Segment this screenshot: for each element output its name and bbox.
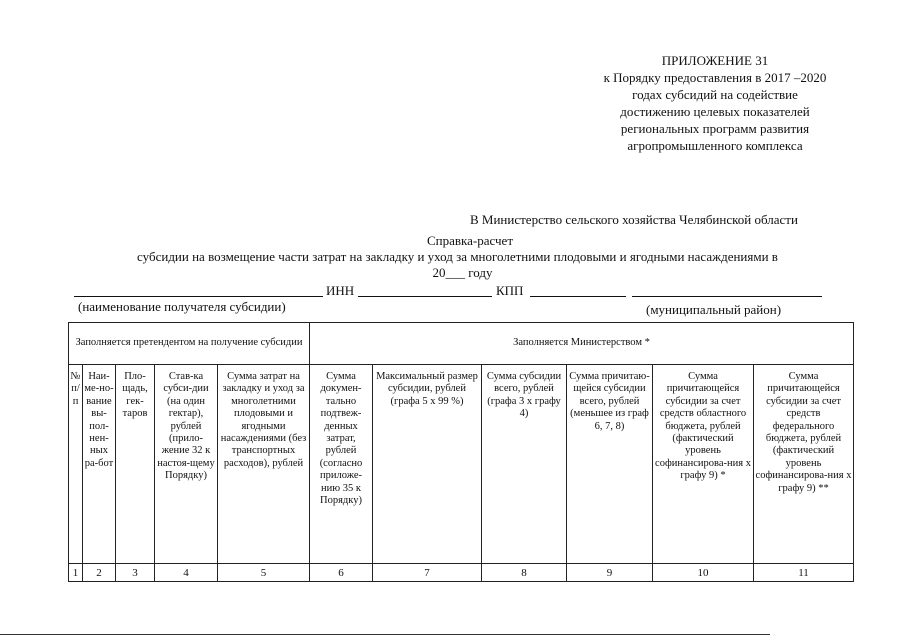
calculation-table bbox=[68, 322, 854, 582]
column-header: Максимальный размер субсидии, рублей (графа 5 х 99 %) bbox=[373, 365, 482, 564]
document-title bbox=[0, 233, 905, 281]
column-header: Сумма затрат на закладку и уход за многолетними плодовыми и ягодными насаждениями (без транспортных расходов), рублей bbox=[218, 365, 310, 564]
column-header: Пло-щадь, гек-таров bbox=[116, 365, 155, 564]
column-number: 1 bbox=[69, 564, 83, 582]
annex-line: агропромышленного комплекса bbox=[627, 138, 803, 153]
kpp-label: КПП bbox=[496, 283, 524, 298]
addressee: В Министерство сельского хозяйства Челябинской области bbox=[470, 212, 798, 227]
annex-line: достижению целевых показателей bbox=[620, 104, 810, 119]
recipient-name-field[interactable] bbox=[74, 296, 323, 297]
column-header: Сумма причитающейся субсидии за счет средств областного бюджета, рублей (фактический уровень софинансирова-ния х графу 9) * bbox=[653, 365, 754, 564]
column-header: Сумма докумен-тально подтвеж-денных затрат, рублей (согласно приложе-нию 35 к Порядку) bbox=[310, 365, 373, 564]
column-number: 6 bbox=[310, 564, 373, 582]
column-header: № п/п bbox=[69, 365, 83, 564]
calculation-table-wrap bbox=[68, 322, 854, 582]
column-number-row bbox=[69, 564, 854, 582]
column-number: 5 bbox=[218, 564, 310, 582]
column-header: Сумма причитаю-щейся субсидии всего, рублей (меньшее из граф 6, 7, 8) bbox=[567, 365, 653, 564]
column-header: Сумма субсидии всего, рублей (графа 3 х графу 4) bbox=[482, 365, 567, 564]
annex-line: годах субсидий на содействие bbox=[632, 87, 798, 102]
recipient-hint: (наименование получателя субсидии) bbox=[78, 299, 286, 314]
document-title-line: субсидии на возмещение части затрат на закладку и уход за многолетними плодовыми и ягодными насаждениями в bbox=[137, 249, 778, 264]
column-number: 7 bbox=[373, 564, 482, 582]
kpp-field[interactable] bbox=[530, 296, 626, 297]
column-header-row bbox=[69, 365, 854, 564]
column-number: 4 bbox=[155, 564, 218, 582]
group-ministry-cell: Заполняется Министерством * bbox=[310, 323, 854, 365]
column-number: 11 bbox=[754, 564, 854, 582]
document-title-line: 20___ году bbox=[432, 265, 493, 280]
column-header: Наи-ме-но-вание вы-пол-нен-ных ра-бот bbox=[83, 365, 116, 564]
column-number: 9 bbox=[567, 564, 653, 582]
inn-label: ИНН bbox=[326, 283, 355, 298]
annex-title: ПРИЛОЖЕНИЕ 31 bbox=[661, 53, 769, 68]
group-applicant-cell: Заполняется претендентом на получение субсидии bbox=[69, 323, 310, 365]
group-header-row bbox=[69, 323, 854, 365]
column-number: 2 bbox=[83, 564, 116, 582]
column-header: Сумма причитающейся субсидии за счет средств федерального бюджета, рублей (фактический уровень софинансирова-ния х графу 9) ** bbox=[754, 365, 854, 564]
inn-field[interactable] bbox=[358, 296, 492, 297]
annex-line: региональных программ развития bbox=[620, 121, 810, 136]
district-hint: (муниципальный район) bbox=[646, 302, 782, 317]
column-number: 3 bbox=[116, 564, 155, 582]
document-title-line: Справка-расчет bbox=[426, 233, 514, 248]
annex-line: к Порядку предоставления в 2017 –2020 bbox=[603, 70, 827, 85]
column-header: Став-ка субси-дии (на один гектар), рублей (прило-жение 32 к настоя-щему Порядку) bbox=[155, 365, 218, 564]
annex-block bbox=[560, 52, 870, 154]
bottom-divider bbox=[0, 634, 770, 635]
column-number: 10 bbox=[653, 564, 754, 582]
district-field[interactable] bbox=[632, 296, 822, 297]
column-number: 8 bbox=[482, 564, 567, 582]
